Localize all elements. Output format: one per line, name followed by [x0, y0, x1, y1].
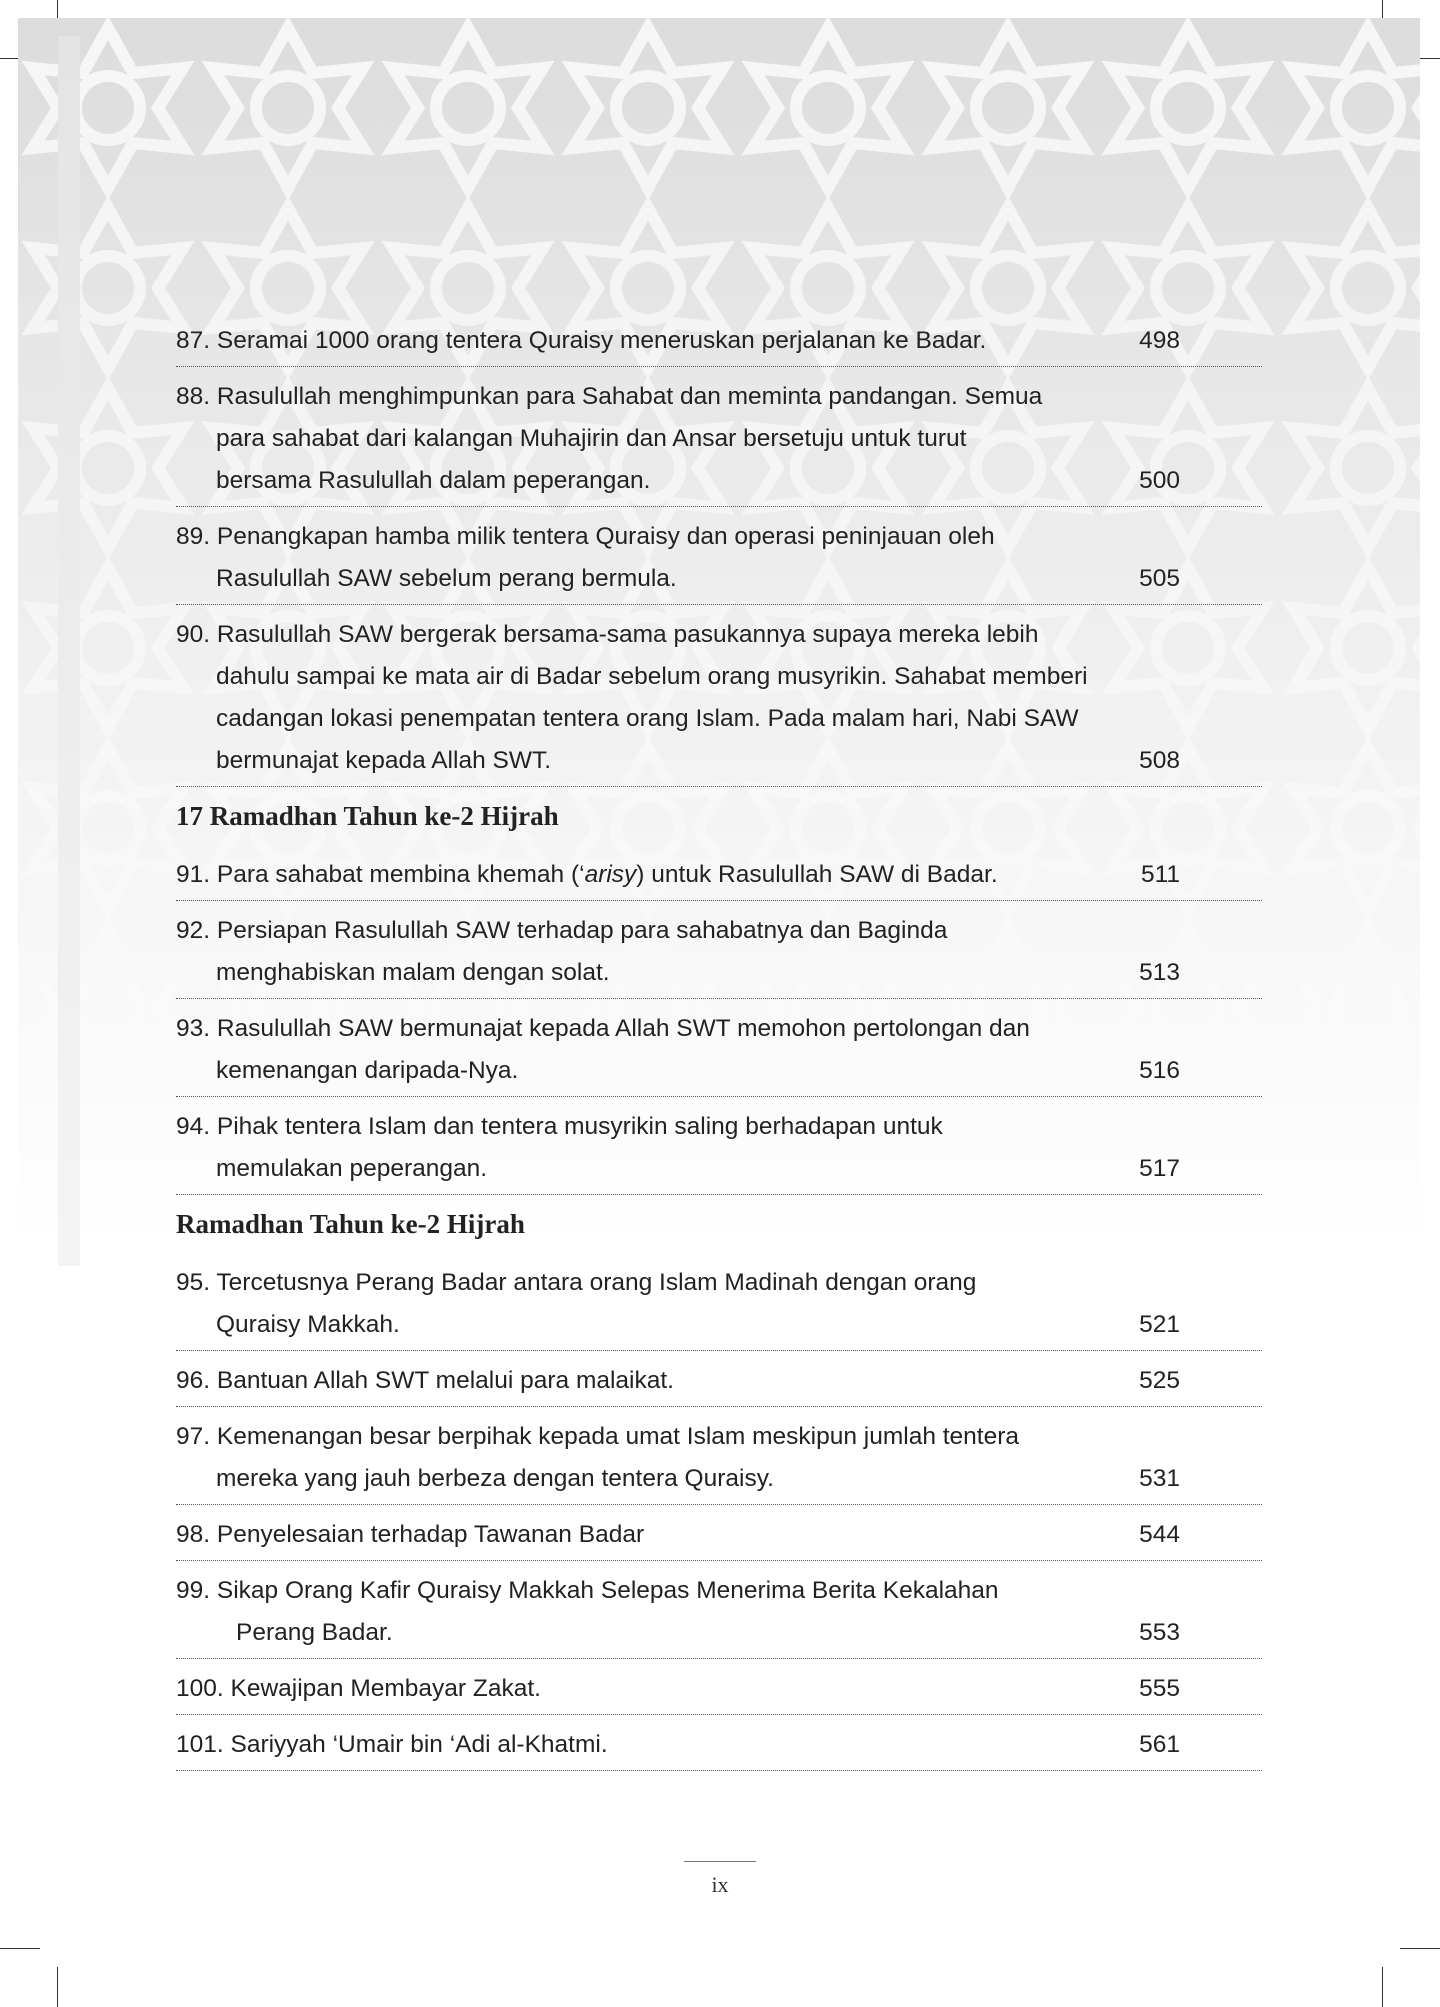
toc-entry-continuation: Rasulullah SAW sebelum perang bermula. [216, 565, 677, 592]
table-of-contents [176, 318, 1262, 1778]
side-shade-bar [58, 36, 80, 1266]
toc-entry-title: 87. Seramai 1000 orang tentera Quraisy meneruskan perjalanan ke Badar. [176, 327, 987, 354]
toc-entry-page: 555 [1139, 1675, 1180, 1702]
toc-entry-page: 517 [1139, 1155, 1180, 1182]
toc-entry [176, 1722, 1262, 1771]
toc-entry [176, 1260, 1262, 1351]
toc-entry-title: 95. Tercetusnya Perang Badar antara orang Islam Madinah dengan orang [176, 1269, 977, 1296]
toc-entry-page: 500 [1139, 467, 1180, 494]
toc-entry-title: 97. Kemenangan besar berpihak kepada umat Islam meskipun jumlah tentera [176, 1423, 1020, 1450]
section-heading: Ramadhan Tahun ke-2 Hijrah [176, 1209, 525, 1239]
toc-entry [176, 318, 1262, 367]
toc-entry-page: 505 [1139, 565, 1180, 592]
toc-group-2 [176, 852, 1262, 1195]
toc-entry-continuation: bermunajat kepada Allah SWT. [216, 747, 552, 774]
toc-entry-title: 94. Pihak tentera Islam dan tentera musyrikin saling berhadapan untuk [176, 1113, 943, 1140]
toc-group-3 [176, 1260, 1262, 1771]
toc-entry-page: 498 [1139, 327, 1180, 354]
toc-entry-page: 561 [1139, 1731, 1180, 1758]
toc-entry-continuation: Perang Badar. [236, 1619, 393, 1646]
toc-entry-page: 513 [1139, 959, 1180, 986]
toc-entry-page: 516 [1139, 1057, 1180, 1084]
toc-entry [176, 514, 1262, 605]
toc-entry-page: 553 [1139, 1619, 1180, 1646]
toc-entry-continuation: menghabiskan malam dengan solat. [216, 959, 610, 986]
toc-entry [176, 852, 1262, 901]
toc-entry [176, 1104, 1262, 1195]
toc-entry [176, 1358, 1262, 1407]
toc-entry [176, 1512, 1262, 1561]
toc-entry-title: 88. Rasulullah menghimpunkan para Sahabat dan meminta pandangan. Semua [176, 383, 1043, 410]
toc-entry-continuation: para sahabat dari kalangan Muhajirin dan Ansar bersetuju untuk turut [216, 425, 967, 452]
toc-group-1 [176, 318, 1262, 787]
toc-entry-page: 508 [1139, 747, 1180, 774]
toc-entry-title: 99. Sikap Orang Kafir Quraisy Makkah Selepas Menerima Berita Kekalahan [176, 1577, 999, 1604]
toc-entry-title: 91. Para sahabat membina khemah (‘arisy) untuk Rasulullah SAW di Badar. [176, 861, 998, 888]
toc-entry-title: 90. Rasulullah SAW bergerak bersama-sama pasukannya supaya mereka lebih [176, 621, 1039, 648]
toc-entry [176, 1006, 1262, 1097]
page-number: ix [711, 1872, 729, 1897]
toc-entry-continuation: bersama Rasulullah dalam peperangan. [216, 467, 651, 494]
toc-entry-title: 93. Rasulullah SAW bermunajat kepada Allah SWT memohon pertolongan dan [176, 1015, 1030, 1042]
toc-entry [176, 1414, 1262, 1505]
toc-entry-title: 89. Penangkapan hamba milik tentera Quraisy dan operasi peninjauan oleh [176, 523, 995, 550]
toc-entry-continuation: mereka yang jauh berbeza dengan tentera Quraisy. [216, 1465, 774, 1492]
toc-entry [176, 1568, 1262, 1659]
toc-entry-page: 525 [1139, 1367, 1180, 1394]
section-heading: 17 Ramadhan Tahun ke-2 Hijrah [176, 801, 559, 831]
toc-entry-page: 521 [1139, 1311, 1180, 1338]
toc-entry [176, 908, 1262, 999]
toc-entry-continuation: dahulu sampai ke mata air di Badar sebelum orang musyrikin. Sahabat memberi [216, 663, 1088, 690]
toc-entry-page: 511 [1140, 861, 1180, 888]
toc-entry-title: 100. Kewajipan Membayar Zakat. [176, 1675, 541, 1702]
toc-entry-page: 531 [1139, 1465, 1180, 1492]
toc-entry [176, 374, 1262, 507]
toc-entry [176, 1666, 1262, 1715]
toc-entry-title: 101. Sariyyah ‘Umair bin ‘Adi al-Khatmi. [176, 1731, 608, 1758]
folio-rule [684, 1861, 756, 1862]
toc-entry-continuation: Quraisy Makkah. [216, 1311, 400, 1338]
toc-entry-continuation: cadangan lokasi penempatan tentera orang Islam. Pada malam hari, Nabi SAW [216, 705, 1079, 732]
toc-entry-title: 96. Bantuan Allah SWT melalui para malaikat. [176, 1367, 674, 1394]
toc-entry-title: 92. Persiapan Rasulullah SAW terhadap para sahabatnya dan Baginda [176, 917, 948, 944]
toc-entry [176, 612, 1262, 787]
toc-entry-continuation: kemenangan daripada-Nya. [216, 1057, 519, 1084]
toc-entry-title: 98. Penyelesaian terhadap Tawanan Badar [176, 1521, 645, 1548]
toc-entry-page: 544 [1139, 1521, 1180, 1548]
toc-entry-continuation: memulakan peperangan. [216, 1155, 488, 1182]
